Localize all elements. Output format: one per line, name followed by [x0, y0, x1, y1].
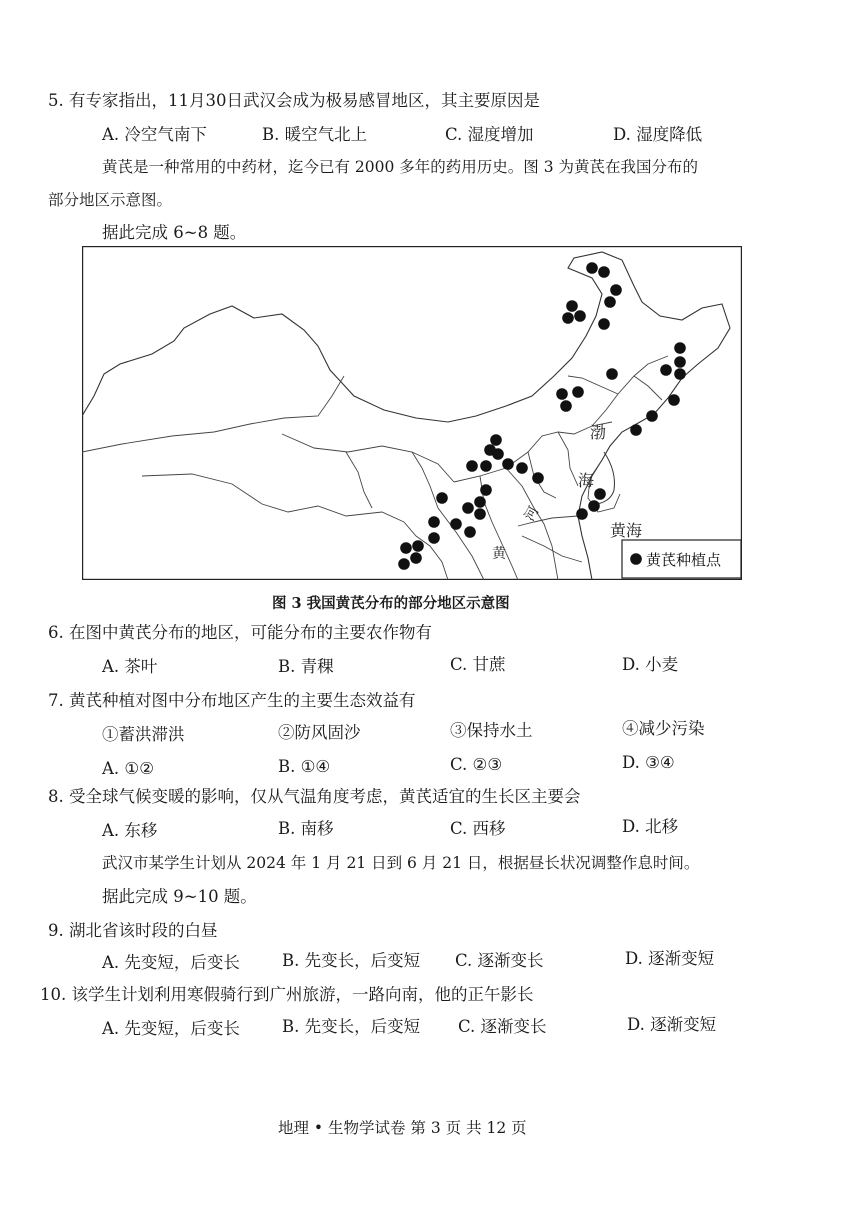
q6-option-c: C. 甘蔗	[450, 655, 506, 674]
planting-point	[668, 394, 680, 406]
planting-point	[574, 310, 586, 322]
legend-label: 黄芪种植点	[646, 551, 722, 569]
q6-option-d: D. 小麦	[622, 655, 679, 674]
label-bohai-1: 渤	[590, 423, 607, 442]
q5-option-d: D. 湿度降低	[613, 125, 703, 144]
planting-point	[604, 296, 616, 308]
planting-point	[588, 500, 600, 512]
label-yellow-sea: 黄海	[610, 521, 643, 540]
q10-stem: 10. 该学生计划利用寒假骑行到广州旅游，一路向南，他的正午影长	[40, 985, 534, 1004]
passage2-line2: 据此完成 9~10 题。	[102, 887, 257, 906]
planting-point	[474, 508, 486, 520]
planting-point	[398, 558, 410, 570]
planting-point	[562, 312, 574, 324]
map-legend	[622, 540, 741, 578]
planting-point	[566, 300, 578, 312]
passage1-line3: 据此完成 6~8 题。	[102, 223, 247, 242]
planting-point	[400, 542, 412, 554]
planting-point	[480, 460, 492, 472]
planting-point	[532, 472, 544, 484]
q7-item-4: ④减少污染	[622, 719, 705, 738]
planting-point	[428, 516, 440, 528]
map-frame	[83, 247, 742, 580]
q9-option-d: D. 逐渐变短	[625, 949, 715, 968]
planting-point	[576, 508, 588, 520]
q7-option-b: B. ①④	[278, 757, 331, 776]
q10-option-c: C. 逐渐变长	[458, 1017, 547, 1036]
planting-point	[516, 462, 528, 474]
q8-option-a: A. 东移	[102, 821, 158, 840]
q8-stem: 8. 受全球气候变暖的影响，仅从气温角度考虑，黄芪适宜的生长区主要会	[48, 787, 581, 806]
planting-point	[462, 502, 474, 514]
figure-caption: 图 3 我国黄芪分布的部分地区示意图	[272, 595, 510, 612]
planting-point	[674, 368, 686, 380]
q7-option-a: A. ①②	[102, 759, 154, 778]
label-river-1: 河	[521, 503, 543, 524]
q9-option-c: C. 逐渐变长	[455, 951, 544, 970]
planting-point	[474, 496, 486, 508]
planting-point	[572, 386, 584, 398]
planting-point	[674, 342, 686, 354]
q8-option-c: C. 西移	[450, 819, 506, 838]
legend-dot-icon	[630, 553, 642, 565]
q10-option-d: D. 逐渐变短	[627, 1015, 717, 1034]
planting-point	[490, 434, 502, 446]
q10-option-b: B. 先变长，后变短	[282, 1017, 421, 1036]
planting-point	[630, 424, 642, 436]
planting-point	[492, 448, 504, 460]
passage1-line1: 黄芪是一种常用的中药材，迄今已有 2000 多年的药用历史。图 3 为黄芪在我国分布的	[102, 158, 699, 176]
planting-point	[412, 540, 424, 552]
planting-point	[660, 364, 672, 376]
q9-option-b: B. 先变长，后变短	[282, 951, 421, 970]
planting-point	[436, 492, 448, 504]
planting-point	[560, 400, 572, 412]
planting-point	[502, 458, 514, 470]
planting-point	[480, 484, 492, 496]
planting-point	[674, 356, 686, 368]
q6-option-a: A. 茶叶	[102, 657, 158, 676]
planting-point	[410, 552, 422, 564]
planting-point	[646, 410, 658, 422]
q7-item-3: ③保持水土	[450, 721, 533, 740]
passage2-line1: 武汉市某学生计划从 2024 年 1 月 21 日到 6 月 21 日，根据昼长状况调整作息时间。	[102, 854, 700, 872]
q5-option-a: A. 冷空气南下	[102, 125, 207, 144]
planting-point	[428, 532, 440, 544]
planting-point	[598, 318, 610, 330]
q7-item-1: ①蓄洪滞洪	[102, 725, 185, 744]
q8-option-b: B. 南移	[278, 819, 334, 838]
q9-stem: 9. 湖北省该时段的白昼	[48, 921, 218, 940]
q7-option-d: D. ③④	[622, 753, 675, 772]
label-river-2: 黄	[492, 546, 506, 562]
planting-point	[556, 388, 568, 400]
q5-stem: 5. 有专家指出，11月30日武汉会成为极易感冒地区，其主要原因是	[48, 91, 540, 110]
planting-point	[610, 284, 622, 296]
q6-stem: 6. 在图中黄芪分布的地区，可能分布的主要农作物有	[48, 623, 432, 642]
q7-stem: 7. 黄芪种植对图中分布地区产生的主要生态效益有	[48, 691, 416, 710]
q10-option-a: A. 先变短，后变长	[102, 1019, 240, 1038]
passage1-line2: 部分地区示意图。	[48, 191, 173, 209]
planting-point	[450, 518, 462, 530]
q9-option-a: A. 先变短，后变长	[102, 953, 240, 972]
planting-point	[464, 526, 476, 538]
planting-point	[594, 488, 606, 500]
planting-point	[466, 460, 478, 472]
q8-option-d: D. 北移	[622, 817, 679, 836]
planting-point	[606, 368, 618, 380]
q5-option-c: C. 湿度增加	[445, 125, 534, 144]
page-footer: 地理 • 生物学试卷 第 3 页 共 12 页	[278, 1119, 527, 1137]
label-bohai-2: 海	[578, 471, 595, 490]
planting-point	[598, 266, 610, 278]
q7-item-2: ②防风固沙	[278, 723, 361, 742]
q6-option-b: B. 青稞	[278, 657, 334, 676]
planting-point	[586, 262, 598, 274]
china-astragalus-map	[82, 246, 742, 580]
q7-option-c: C. ②③	[450, 755, 503, 774]
q5-option-b: B. 暖空气北上	[262, 125, 368, 144]
